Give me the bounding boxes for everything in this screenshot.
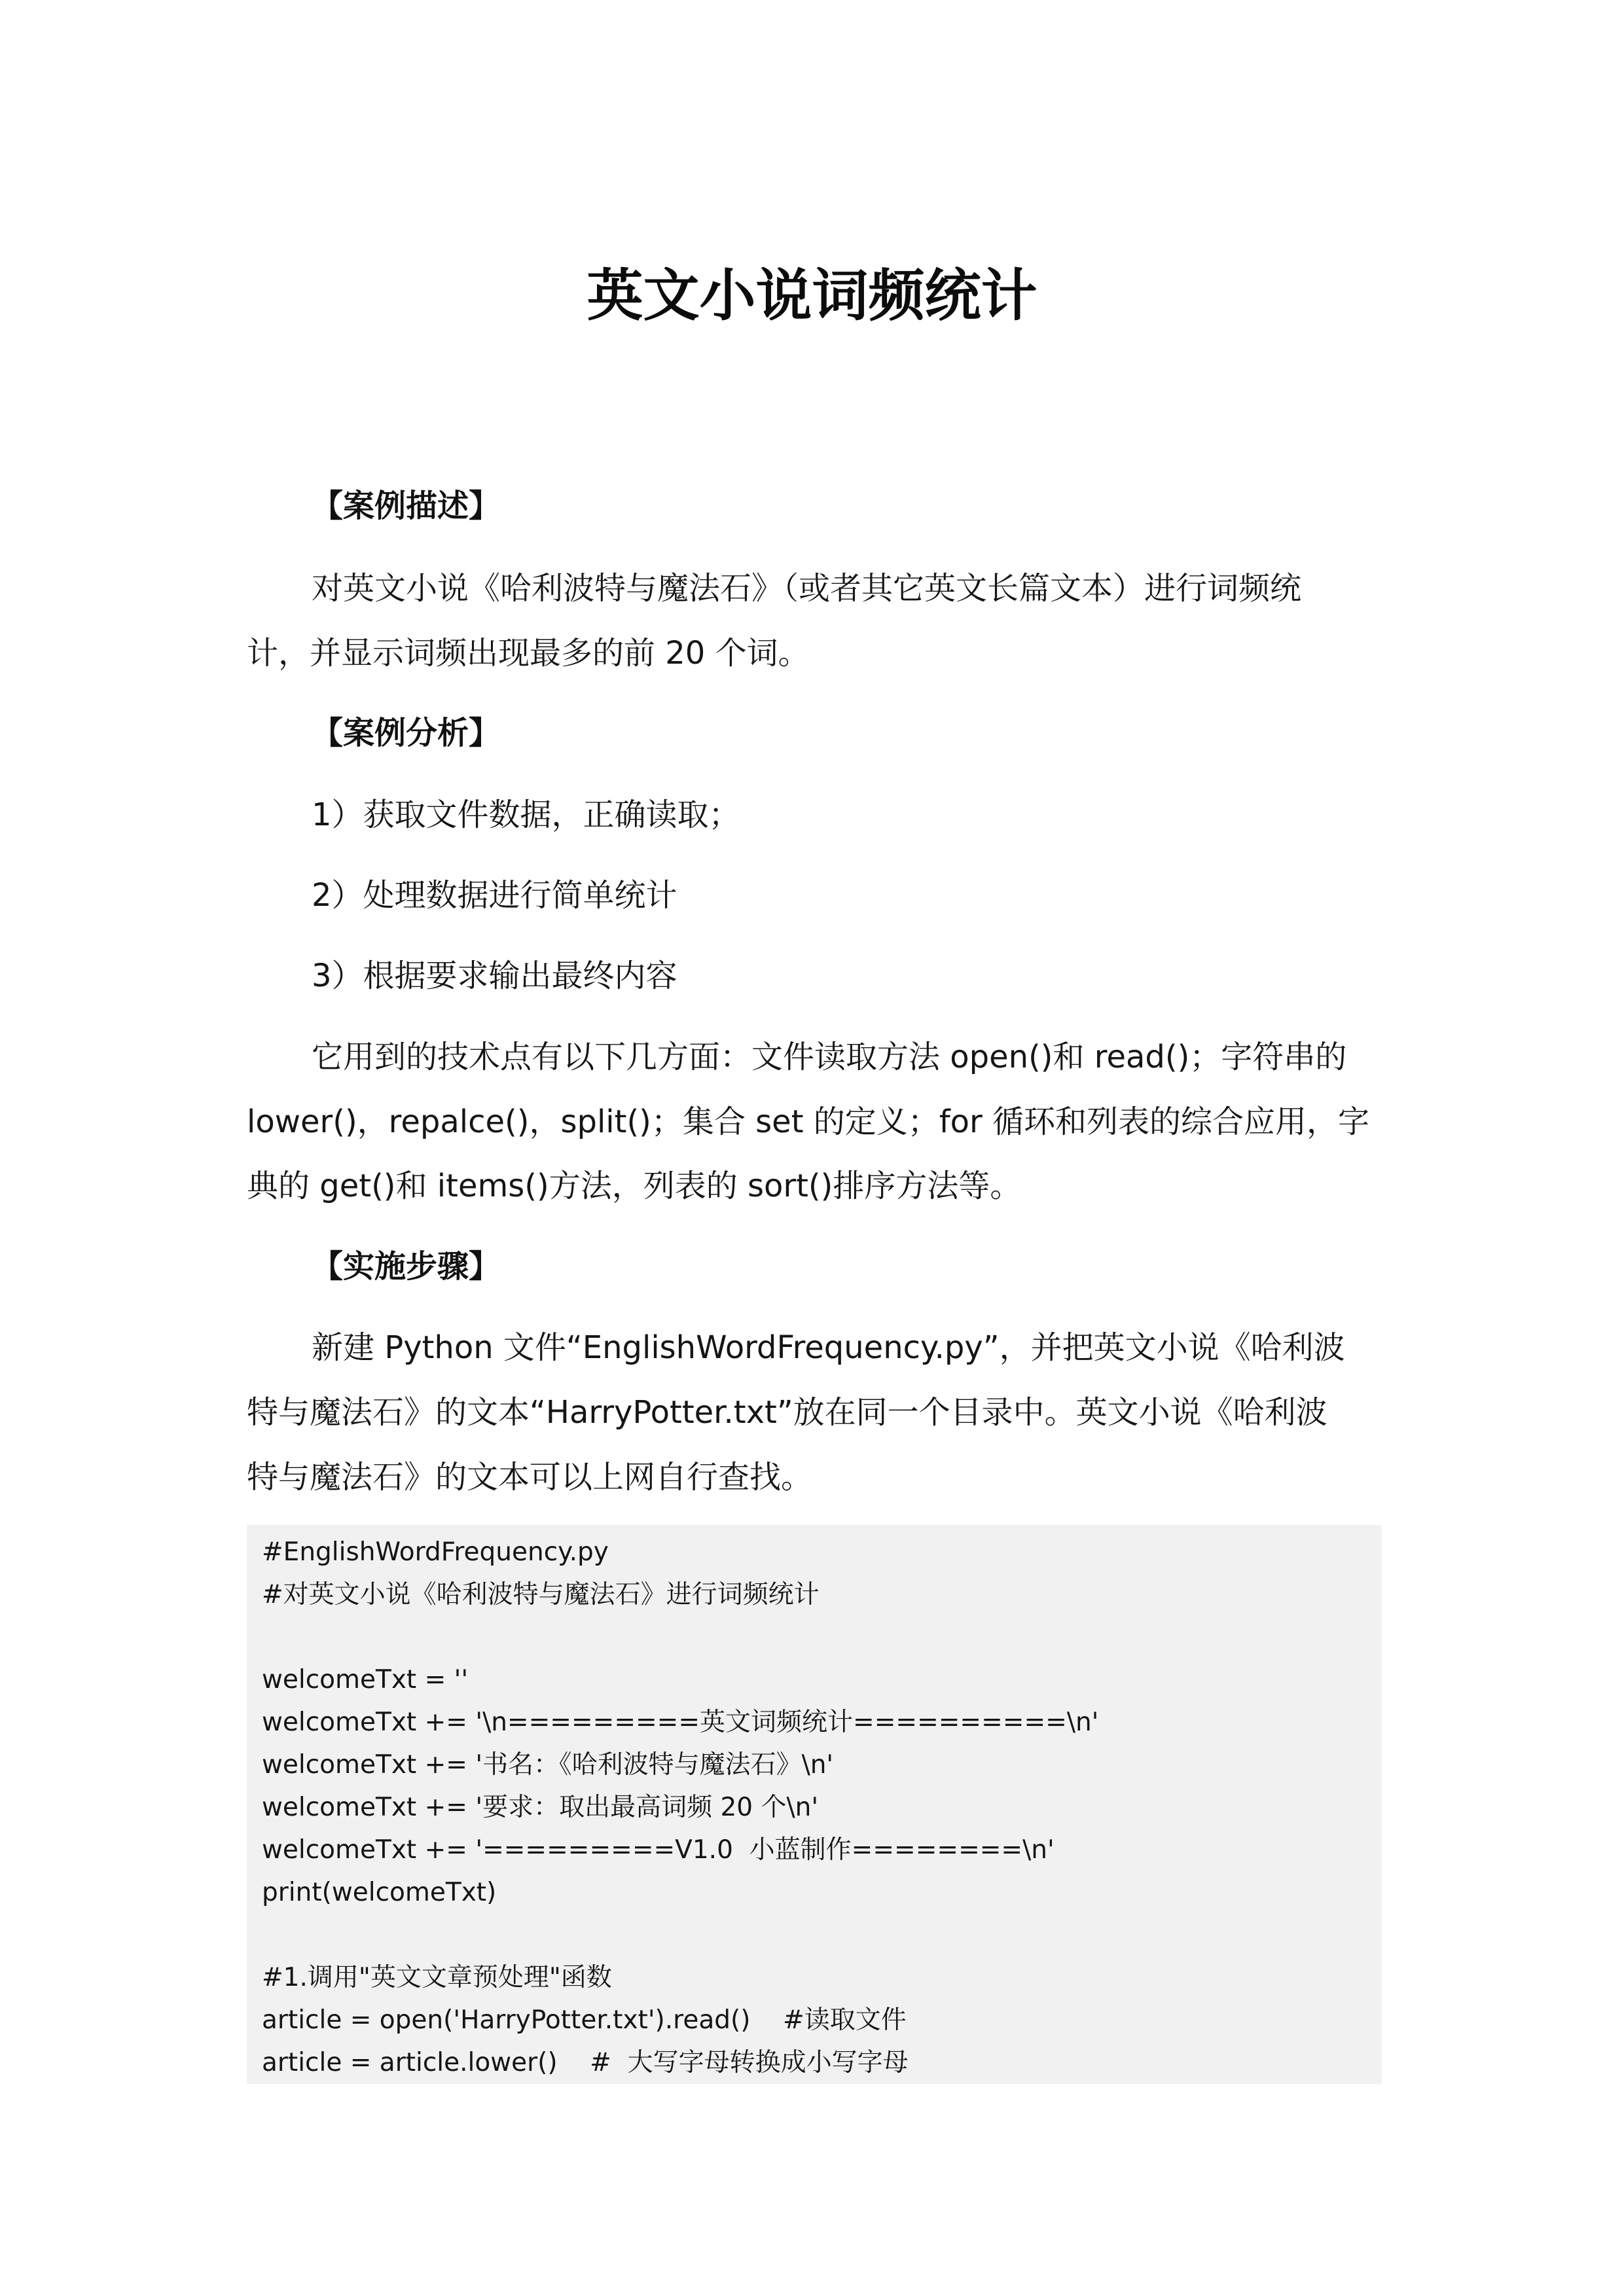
tech-paragraph-line-2: lower()，repalce()，split()；集合 set 的定义；for 循环和列表的综合应用，字 (247, 1103, 1370, 1140)
analysis-heading: 【案例分析】 (312, 715, 501, 751)
steps-heading: 【实施步骤】 (312, 1248, 501, 1285)
steps-paragraph-line-2: 特与魔法石》的文本“HarryPotter.txt”放在同一个目录中。英文小说《哈利波 (247, 1394, 1327, 1431)
tech-paragraph-line-1: 它用到的技术点有以下几方面：文件读取方法 open()和 read()；字符串的 (312, 1039, 1347, 1075)
steps-paragraph-line-3: 特与魔法石》的文本可以上网自行查找。 (247, 1459, 813, 1496)
description-paragraph-line-1: 对英文小说《哈利波特与魔法石》（或者其它英文长篇文本）进行词频统 (312, 570, 1302, 607)
code-line-11: #1.调用"英文文章预处理"函数 (262, 1963, 612, 1992)
code-line-12: article = open('HarryPotter.txt').read() #读取文件 (262, 2005, 907, 2035)
document-title: 英文小说词频统计 (586, 263, 1038, 329)
tech-paragraph-line-3: 典的 get()和 items()方法，列表的 sort()排序方法等。 (247, 1168, 1022, 1204)
description-heading: 【案例描述】 (312, 488, 501, 524)
code-line-1: #EnglishWordFrequency.py (262, 1537, 609, 1567)
code-line-13: article = article.lower() # 大写字母转换成小写字母 (262, 2048, 909, 2077)
analysis-item-2: 2）处理数据进行简单统计 (312, 877, 677, 914)
steps-paragraph-line-1: 新建 Python 文件“EnglishWordFrequency.py”，并把英文小说《哈利波 (312, 1329, 1345, 1366)
code-line-7: welcomeTxt += '要求：取出最高词频 20 个\n' (262, 1793, 819, 1822)
code-line-4: welcomeTxt = '' (262, 1665, 469, 1695)
analysis-item-3: 3）根据要求输出最终内容 (312, 958, 677, 994)
code-line-2: #对英文小说《哈利波特与魔法石》进行词频统计 (262, 1580, 820, 1609)
analysis-item-1: 1）获取文件数据，正确读取； (312, 797, 740, 833)
description-paragraph-line-2: 计，并显示词频出现最多的前 20 个词。 (247, 635, 810, 672)
code-line-9: print(welcomeTxt) (262, 1878, 497, 1907)
code-line-8: welcomeTxt += '=========V1.0 小蓝制作========\n' (262, 1835, 1055, 1865)
code-line-6: welcomeTxt += '书名：《哈利波特与魔法石》\n' (262, 1750, 834, 1780)
code-line-5: welcomeTxt += '\n=========英文词频统计==========\n' (262, 1708, 1099, 1737)
